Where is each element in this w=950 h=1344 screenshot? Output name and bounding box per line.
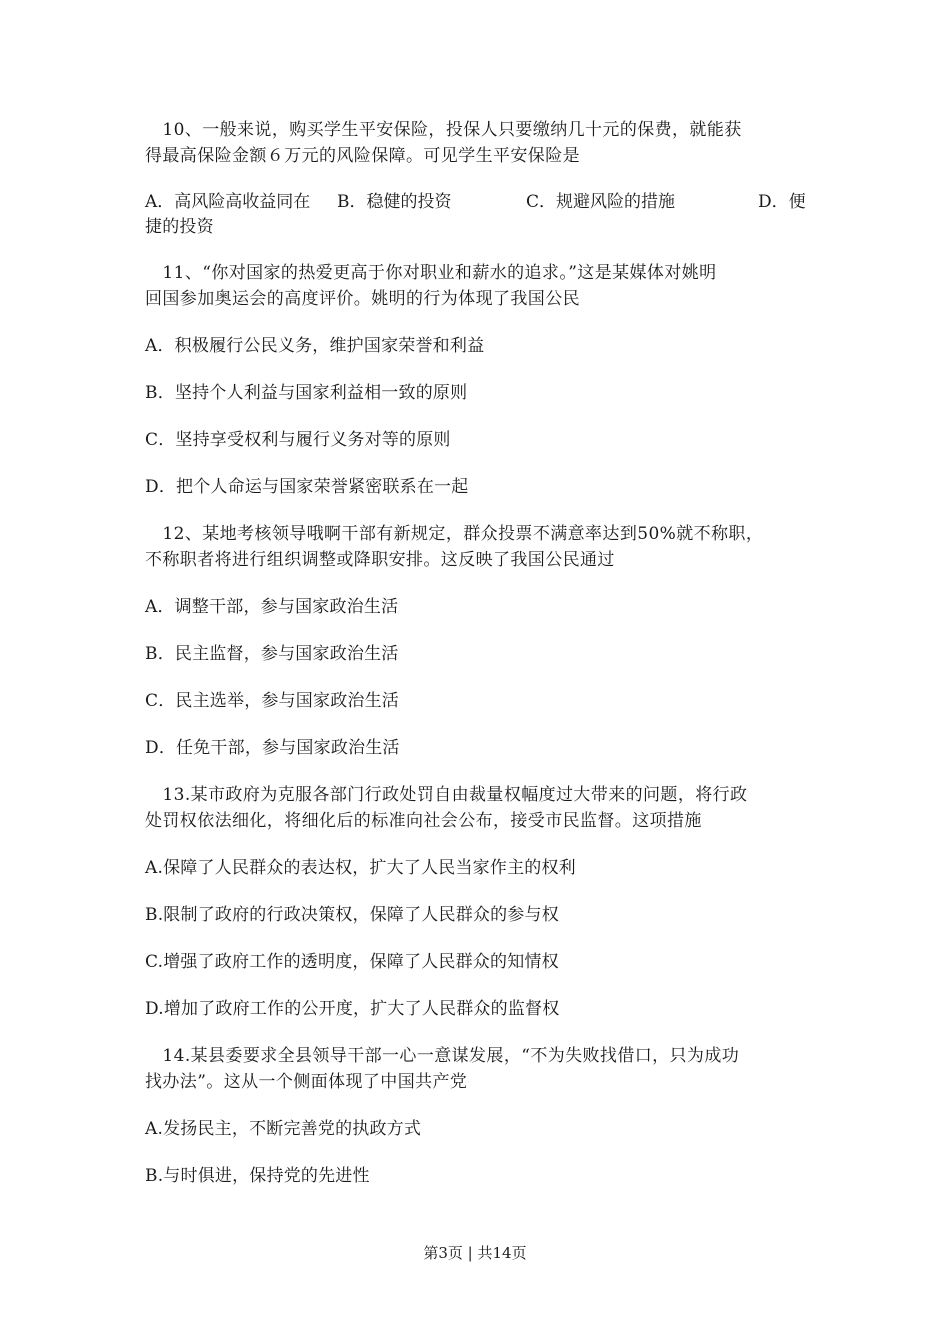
question-12-option-b: B．民主监督，参与国家政治生活 — [145, 644, 399, 664]
question-14-line-2: 找办法”。这从一个侧面体现了中国共产党 — [145, 1072, 468, 1092]
question-11-line-1: 11、“你对国家的热爱更高于你对职业和薪水的追求。”这是某媒体对姚明 — [145, 263, 717, 283]
question-10-option-b: B．稳健的投资 — [337, 192, 452, 212]
question-13-option-d: D.增加了政府工作的公开度，扩大了人民群众的监督权 — [145, 999, 560, 1019]
question-14-option-a: A.发扬民主，不断完善党的执政方式 — [145, 1119, 422, 1139]
question-12-line-1: 12、某地考核领导哦啊干部有新规定，群众投票不满意率达到50%就不称职， — [145, 524, 764, 544]
question-10-line-1: 10、一般来说，购买学生平安保险，投保人只要缴纳几十元的保费，就能获 — [145, 120, 742, 140]
question-10-line-2: 得最高保险金额６万元的风险保障。可见学生平安保险是 — [145, 146, 580, 166]
question-10-option-d: D．便 — [758, 192, 806, 212]
question-12-line-2: 不称职者将进行组织调整或降职安排。这反映了我国公民通过 — [145, 550, 615, 570]
question-13-option-c: C.增强了政府工作的透明度，保障了人民群众的知情权 — [145, 952, 559, 972]
page-number-footer: 第3页 | 共14页 — [423, 1244, 527, 1262]
question-13-line-2: 处罚权依法细化，将细化后的标准向社会公布，接受市民监督。这项措施 — [145, 811, 702, 831]
question-10-option-d-continued: 捷的投资 — [145, 217, 214, 237]
question-13-option-b: B.限制了政府的行政决策权，保障了人民群众的参与权 — [145, 905, 559, 925]
question-13-line-1: 13.某市政府为克服各部门行政处罚自由裁量权幅度过大带来的问题，将行政 — [145, 785, 748, 805]
question-12-option-c: C．民主选举，参与国家政治生活 — [145, 691, 400, 711]
question-14-option-b: B.与时俱进，保持党的先进性 — [145, 1166, 370, 1186]
question-11-line-2: 回国参加奥运会的高度评价。姚明的行为体现了我国公民 — [145, 289, 580, 309]
question-11-option-c: C．坚持享受权利与履行义务对等的原则 — [145, 430, 451, 450]
question-11-option-b: B．坚持个人利益与国家利益相一致的原则 — [145, 383, 468, 403]
question-11-option-d: D．把个人命运与国家荣誉紧密联系在一起 — [145, 477, 469, 497]
question-13-option-a: A.保障了人民群众的表达权，扩大了人民当家作主的权利 — [145, 858, 576, 878]
question-12-option-a: A．调整干部，参与国家政治生活 — [145, 597, 399, 617]
question-10-option-a: A．高风险高收益同在 — [145, 192, 311, 212]
question-10-option-c: C．规避风险的措施 — [526, 192, 676, 212]
question-11-option-a: A．积极履行公民义务，维护国家荣誉和利益 — [145, 336, 485, 356]
question-12-option-d: D．任免干部，参与国家政治生活 — [145, 738, 400, 758]
question-14-line-1: 14.某县委要求全县领导干部一心一意谋发展，“不为失败找借口，只为成功 — [145, 1046, 740, 1066]
